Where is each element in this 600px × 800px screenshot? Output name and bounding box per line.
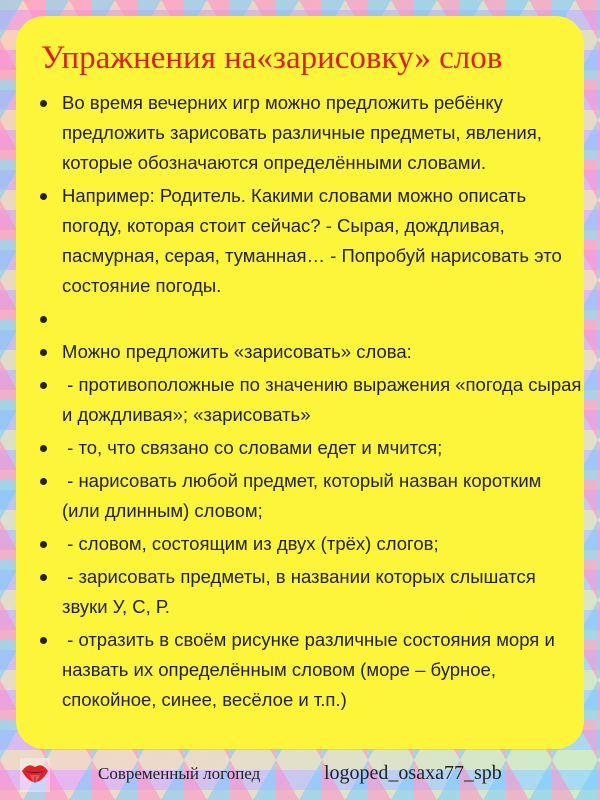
list-item-text: - отразить в своём рисунке различные состояния моря и назвать их определённым словом (море – бурное, спокойное, синее, весёлое и т.п.)	[62, 629, 560, 710]
list-item-text: - противоположные по значению выражения «погода сырая и дождливая»; «зарисовать»	[62, 374, 587, 425]
list-item-text: - словом, состоящим из двух (трёх) слогов;	[62, 533, 439, 554]
page-title: Упражнения на«зарисовку» слов	[41, 40, 503, 76]
footer-handle: logoped_osaxa77_spb	[324, 762, 502, 784]
list-item	[16, 562, 584, 622]
list-item-text: - то, что связано со словами едет и мчится;	[62, 437, 443, 458]
list-item	[16, 304, 584, 334]
list-item-text: Во время вечерних игр можно предложить ребёнку предложить зарисовать различные предметы, явления, которые обозначаются определёнными словами.	[62, 92, 548, 173]
list-item-text: Можно предложить «зарисовать» слова:	[62, 341, 412, 362]
list-item	[16, 529, 584, 559]
list-item	[16, 433, 584, 463]
list-item	[16, 466, 584, 526]
list-item-text: - зарисовать предметы, в названии которых слышатся звуки У, С, Р.	[62, 566, 541, 617]
list-item-text: Например: Родитель. Какими словами можно описать погоду, которая стоит сейчас? - Сырая, дождливая, пасмурная, серая, туманная… - Попробуй нарисовать это состояние погоды.	[62, 185, 567, 296]
list-item-text: - нарисовать любой предмет, который назван коротким (или длинным) словом;	[62, 470, 547, 521]
list-item	[16, 370, 587, 430]
exercise-list	[16, 88, 587, 718]
list-item	[16, 337, 584, 367]
footer-title: Современный логопед	[98, 764, 261, 783]
list-item	[16, 181, 584, 301]
list-item	[16, 625, 584, 715]
footer	[0, 752, 600, 800]
content-card	[16, 16, 587, 749]
lips-tongue-logo-icon	[20, 758, 50, 792]
list-item	[16, 88, 584, 178]
